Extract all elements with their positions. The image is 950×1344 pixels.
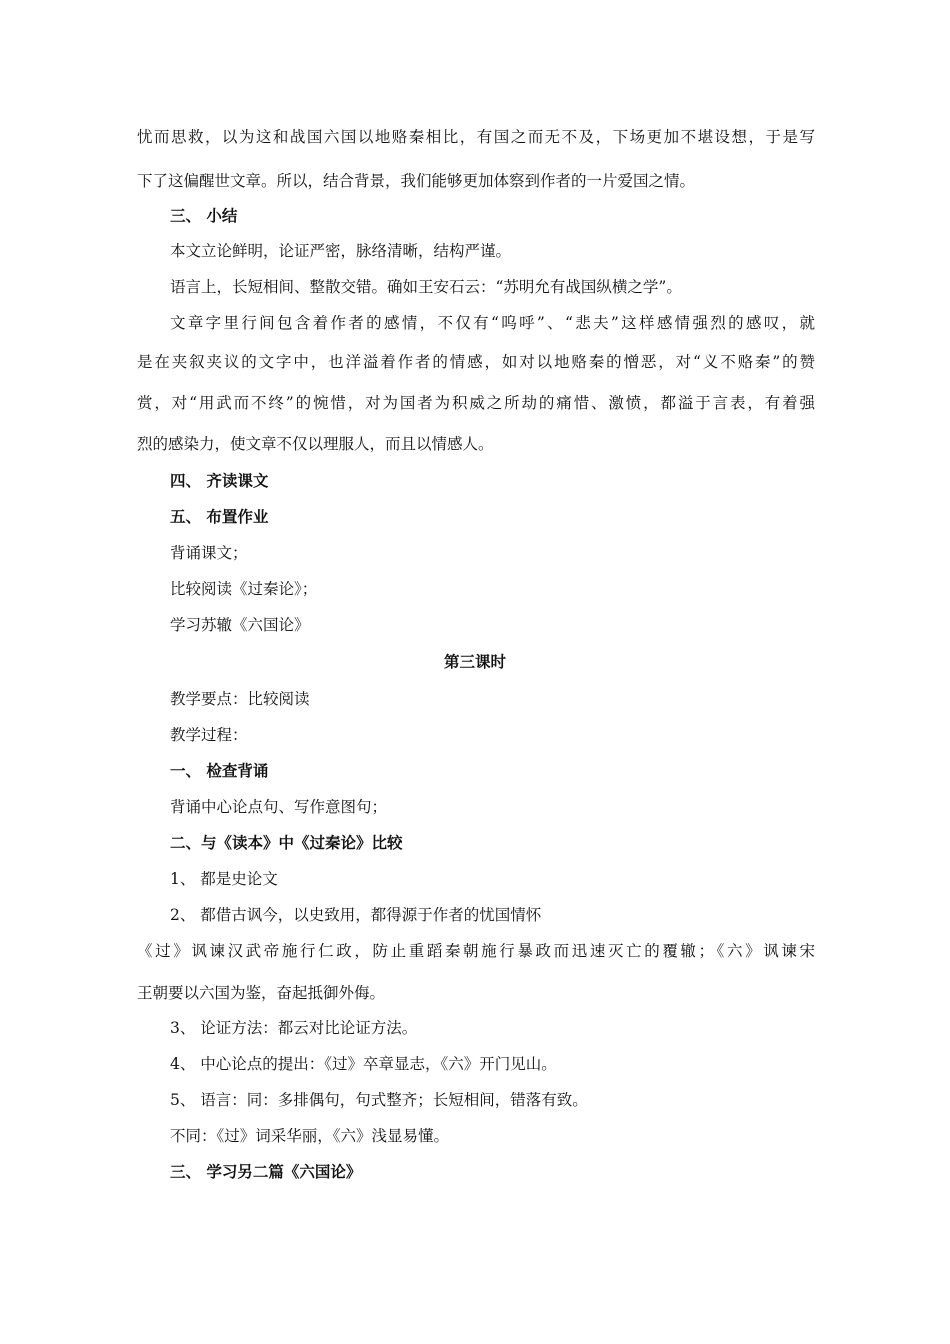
section-heading: 二、与《读本》中《过秦论》比较 [170,833,403,852]
paragraph-line: 王朝要以六国为鉴，奋起抵御外侮。 [137,984,386,1002]
paragraph-line: 《过》讽谏汉武帝施行仁政，防止重蹈秦朝施行暴政而迅速灭亡的覆辙；《六》讽谏宋 [137,942,815,960]
paragraph-line: 赏，对“用武而不终”的惋惜，对为国者为积威之所劫的痛惜、激愤，都溢于言表，有着强 [137,394,815,412]
paragraph-line: 本文立论鲜明，论证严密，脉络清晰，结构严谨。 [170,242,512,260]
paragraph-line: 学习苏辙《六国论》 [170,616,310,634]
paragraph-line: 教学过程： [170,726,248,744]
list-item: 4、 中心论点的提出：《过》卒章显志，《六》开门见山。 [170,1055,557,1073]
paragraph-line: 背诵课文； [170,544,248,562]
paragraph-line: 文章字里行间包含着作者的感情，不仅有“呜呼”、“悲夫”这样感情强烈的感叹，就 [170,314,815,332]
paragraph-line: 比较阅读《过秦论》； [170,580,318,598]
paragraph-line: 忧而思救，以为这和战国六国以地赂秦相比，有国之而无不及，下场更加不堪设想，于是写 [137,128,815,146]
paragraph-line: 不同：《过》词采华丽，《六》浅显易懂。 [170,1127,450,1145]
section-heading: 三、 学习另二篇《六国论》 [170,1162,362,1181]
list-item: 2、 都借古讽今，以史致用，都得源于作者的忧国情怀 [170,906,542,924]
section-heading: 一、 检查背诵 [170,761,269,780]
paragraph-line: 烈的感染力，使文章不仅以理服人，而且以情感人。 [137,435,494,453]
paragraph-line: 语言上，长短相间、整散交错。确如王安石云：“苏明允有战国纵横之学”。 [170,278,682,296]
list-item: 1、 都是史论文 [170,870,278,888]
paragraph-line: 是在夹叙夹议的文字中，也洋溢着作者的情感，如对以地赂秦的憎恶，对“义不赂秦”的赞 [137,353,815,371]
section-heading: 五、 布置作业 [170,507,269,526]
section-heading: 三、 小结 [170,206,238,225]
section-heading: 四、 齐读课文 [170,471,269,490]
paragraph-line: 背诵中心论点句、写作意图句； [170,798,388,816]
paragraph-line: 教学要点：比较阅读 [170,690,310,708]
list-item: 3、 论证方法：都云对比论证方法。 [170,1019,418,1037]
paragraph-line: 下了这偏醒世文章。所以，结合背景，我们能够更加体察到作者的一片爱国之情。 [137,172,696,190]
lesson-title: 第三课时 [443,652,506,671]
list-item: 5、 语言：同：多排偶句，句式整齐；长短相间，错落有致。 [170,1091,588,1109]
